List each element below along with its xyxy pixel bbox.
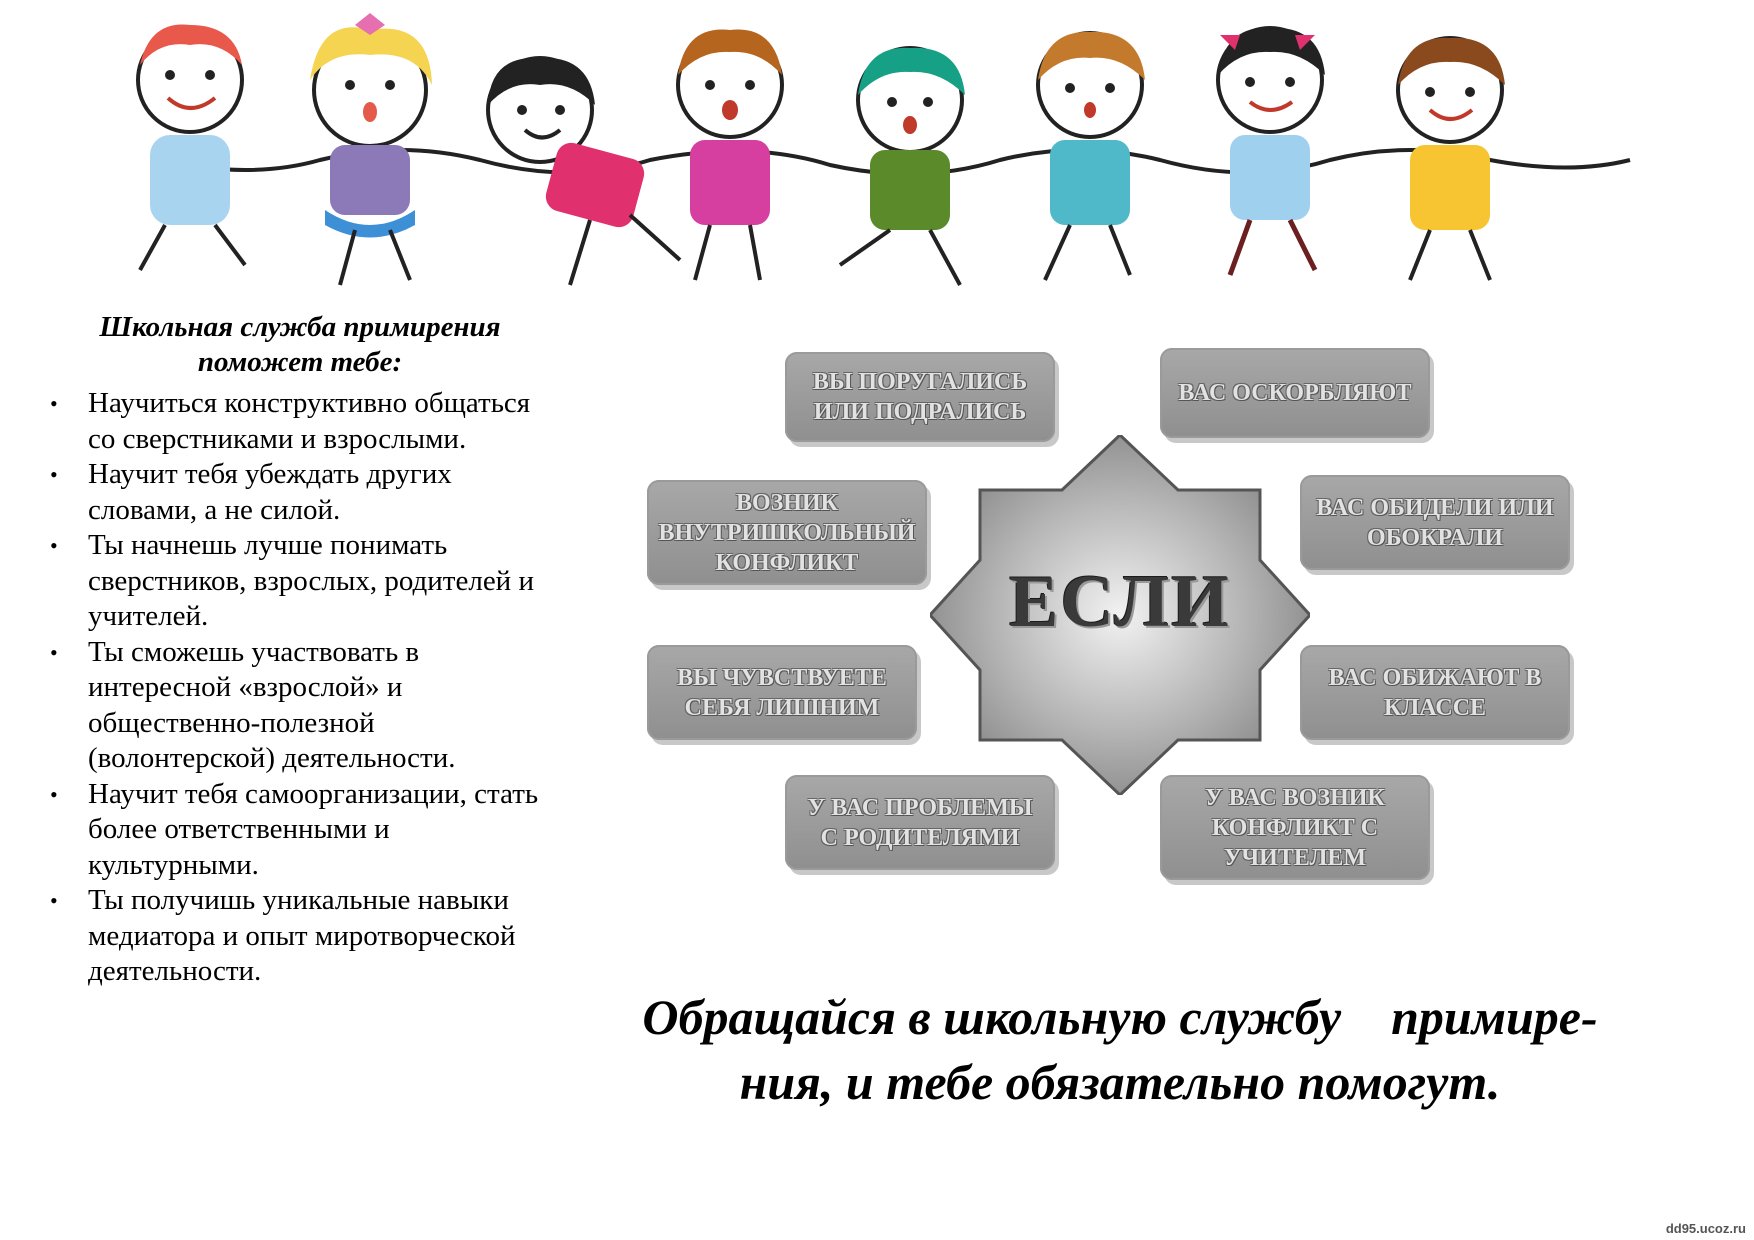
situation-box: ВОЗНИК ВНУТРИШКОЛЬНЫЙ КОНФЛИКТ <box>647 480 927 585</box>
situations-diagram <box>630 330 1630 900</box>
situation-box: ВЫ ЧУВСТВУЕТЕ СЕБЯ ЛИШНИМ <box>647 645 917 740</box>
child-8 <box>1398 38 1505 280</box>
list-item: • Ты получишь уникальные навыки медиатора и опыт миротворческой деятельности. <box>50 883 550 990</box>
situation-box: ВЫ ПОРУГАЛИСЬ ИЛИ ПОДРАЛИСЬ <box>785 352 1055 442</box>
benefits-title: Школьная служба примирения поможет тебе: <box>99 311 501 378</box>
child-5 <box>840 48 965 285</box>
child-1 <box>138 25 245 271</box>
child-3 <box>488 58 680 285</box>
situation-box: У ВАС ПРОБЛЕМЫ С РОДИТЕЛЯМИ <box>785 775 1055 870</box>
situation-box: ВАС ОБИЖАЮТ В КЛАССЕ <box>1300 645 1570 740</box>
child-7 <box>1218 28 1325 275</box>
call-to-action <box>585 985 1655 1115</box>
call-to-action-line-2: ния, и тебе обязательно помогут. <box>739 1054 1501 1110</box>
situation-box: ВАС ОСКОРБЛЯЮТ <box>1160 348 1430 438</box>
center-label: ЕСЛИ <box>1009 561 1231 643</box>
list-item: • Ты сможешь участвовать в интересной «взрослой» и общественно-полезной (волонтерской) деятельности. <box>50 635 550 777</box>
benefits-list <box>50 386 550 990</box>
list-item: • Ты начнешь лучше понимать сверстников, взрослых, родителей и учителей. <box>50 528 550 635</box>
situation-box: У ВАС ВОЗНИК КОНФЛИКТ С УЧИТЕЛЕМ <box>1160 775 1430 880</box>
list-item: • Научиться конструктивно общаться со сверстниками и взрослыми. <box>50 386 550 457</box>
list-item: • Научит тебя самоорганизации, стать более ответственными и культурными. <box>50 777 550 884</box>
situation-box: ВАС ОБИДЕЛИ ИЛИ ОБОКРАЛИ <box>1300 475 1570 570</box>
child-6 <box>1038 32 1145 280</box>
call-to-action-line-1: Обращайся в школьную службу примире- <box>642 989 1598 1045</box>
list-item: • Научит тебя убеждать других словами, а не силой. <box>50 457 550 528</box>
child-4 <box>678 30 782 280</box>
watermark: dd95.ucoz.ru <box>1665 1221 1746 1236</box>
children-banner-illustration <box>70 10 1710 310</box>
benefits-section <box>50 310 550 990</box>
